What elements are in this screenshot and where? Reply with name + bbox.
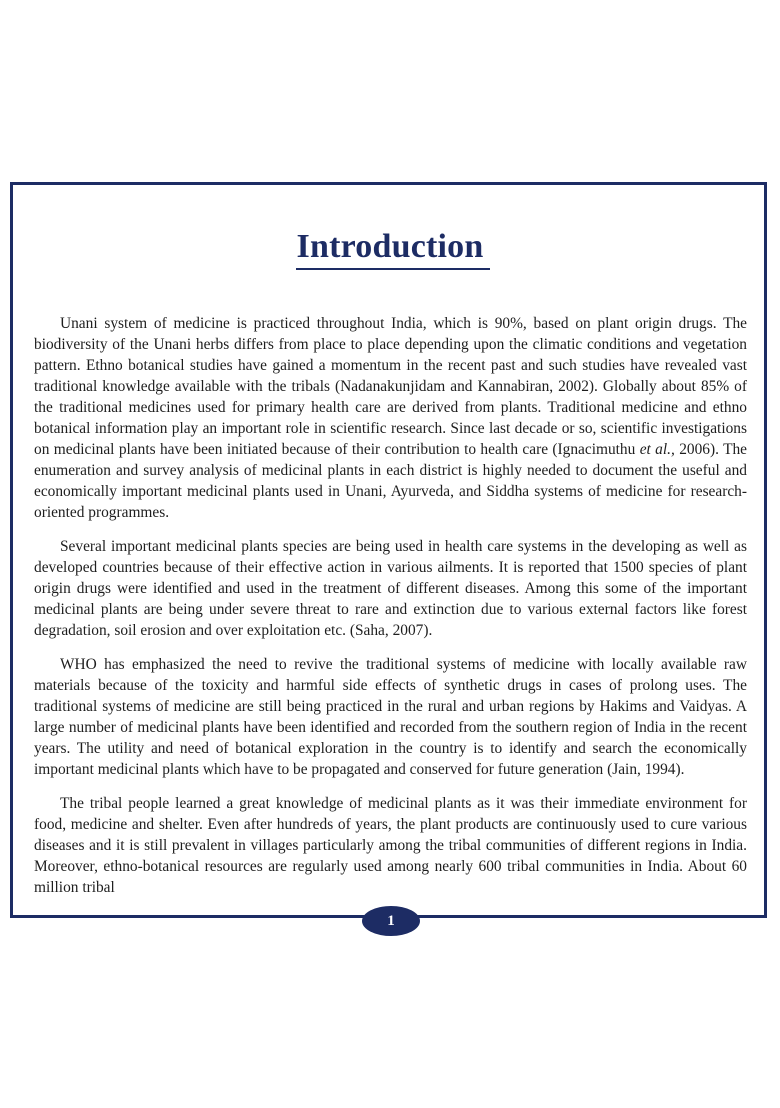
paragraph-1-text-b: 2006). The enumeration and survey analysis of medicinal plants in each district is highly needed to document the useful and economically important medicinal plants used in Unani, Ayurveda, and Siddha systems of medicine for research-oriented programmes. — [34, 441, 747, 521]
title-underline — [296, 268, 490, 270]
paragraph-1-text-a: Unani system of medicine is practiced throughout India, which is 90%, based on plant origin drugs. The biodiversity of the Unani herbs differs from place to place depending upon the climatic conditions and vegetation pattern. Ethno botanical studies have gained a momentum in the recent past and such studies have revealed vast traditional knowledge available with the tribals (Nadanakunjidam and Kannabiran, 2002). Globally about 85% of the traditional medicines used for primary health care are derived from plants. Traditional medicine and ethno botanical information play an important role in scientific research. Since last decade or so, scientific investigations on medicinal plants have been initiated because of their contribution to health care (Ignacimuthu — [34, 315, 747, 458]
paragraph-3: WHO has emphasized the need to revive the traditional systems of medicine with locally available raw materials because of the toxicity and harmful side effects of synthetic drugs in cases of prolong uses. The traditional systems of medicine are still being practiced in the rural and urban regions by Hakims and Vaidyas. A large number of medicinal plants have been identified and recorded from the southern region of India in the recent years. The utility and need of botanical exploration in the country is to identify and search the economically important medicinal plants which have to be propagated and conserved for future generation (Jain, 1994). — [34, 656, 747, 778]
page-title: Introduction — [296, 228, 484, 265]
page-number: 1 — [387, 912, 395, 929]
body-text — [34, 313, 747, 898]
page-number-badge — [362, 906, 420, 936]
paragraph-1 — [34, 313, 747, 523]
paragraph-1-citation-italic: et al., — [639, 441, 675, 458]
paragraph-2: Several important medicinal plants species are being used in health care systems in the developing as well as developed countries because of their effective action in various ailments. It is reported that 1500 species of plant origin drugs were identified and used in the treatment of different diseases. Among this some of the important medicinal plants are being under severe threat to rare and extinction due to various external factors like forest degradation, soil erosion and over exploitation etc. (Saha, 2007). — [34, 538, 747, 639]
paragraph-4: The tribal people learned a great knowledge of medicinal plants as it was their immediate environment for food, medicine and shelter. Even after hundreds of years, the plant products are continuously used to cure various diseases and it is still prevalent in villages particularly among the tribal communities of different regions in India. Moreover, ethno-botanical resources are regularly used among nearly 600 tribal communities in India. About 60 million tribal — [34, 795, 747, 896]
